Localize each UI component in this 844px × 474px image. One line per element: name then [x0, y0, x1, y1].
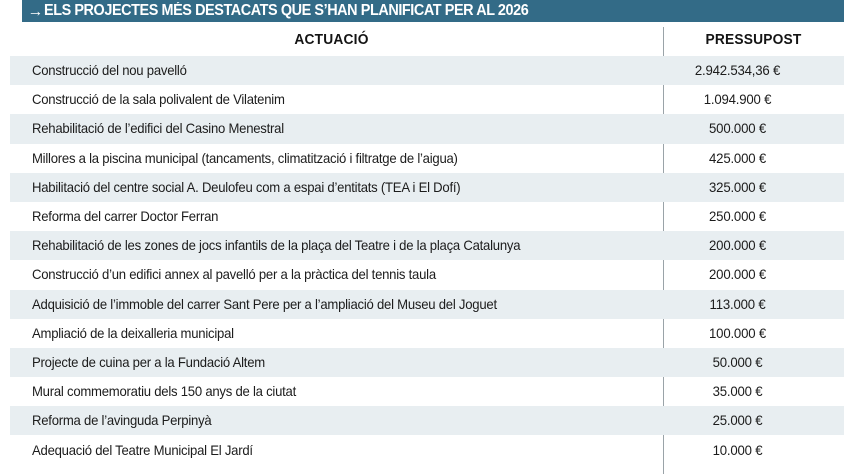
- cell-actuacio: Reforma de l’avinguda Perpinyà: [32, 413, 212, 429]
- cell-pressupost: 10.000 €: [712, 442, 763, 458]
- cell-actuacio: Construcció d’un edifici annex al pavelló per a la pràctica del tennis taula: [32, 267, 436, 283]
- cell-actuacio: Construcció de la sala polivalent de Vilatenim: [32, 92, 285, 108]
- cell-pressupost: 2.942.534,36 €: [694, 63, 781, 79]
- cell-actuacio: Reforma del carrer Doctor Ferran: [32, 209, 219, 225]
- table-row: [0, 231, 844, 260]
- table-row: [0, 377, 844, 406]
- table-row: [0, 348, 844, 377]
- cell-pressupost: 113.000 €: [709, 296, 766, 312]
- table-row: [0, 319, 844, 348]
- table-row: [0, 56, 844, 85]
- cell-actuacio: Rehabilitació de les zones de jocs infantils de la plaça del Teatre i de la plaça Catalunya: [32, 238, 521, 254]
- cell-actuacio: Rehabilitació de l’edifici del Casino Menestral: [32, 121, 284, 137]
- cell-pressupost: 425.000 €: [709, 150, 766, 166]
- cell-pressupost: 100.000 €: [709, 325, 766, 341]
- table-row: [0, 260, 844, 289]
- cell-pressupost: 200.000 €: [709, 267, 766, 283]
- table-row: [0, 202, 844, 231]
- cell-actuacio: Mural commemoratiu dels 150 anys de la ciutat: [32, 384, 297, 400]
- cell-pressupost: 1.094.900 €: [703, 92, 772, 108]
- column-header-actuacio: ACTUACIÓ: [294, 32, 369, 48]
- table-row: [0, 173, 844, 202]
- banner: [22, 0, 844, 22]
- table-row: [0, 290, 844, 319]
- table-row: [0, 144, 844, 173]
- table-row: [0, 85, 844, 114]
- cell-actuacio: Millores a la piscina municipal (tancaments, climatització i filtratge de l’aigua): [32, 150, 458, 166]
- page-title: ELS PROJECTES MÉS DESTACATS QUE S’HAN PLANIFICAT PER AL 2026: [44, 2, 529, 20]
- table-row: [0, 435, 844, 464]
- cell-pressupost: 250.000 €: [709, 209, 766, 225]
- cell-pressupost: 25.000 €: [712, 413, 763, 429]
- column-header-pressupost: PRESSUPOST: [705, 32, 802, 48]
- cell-actuacio: Habilitació del centre social A. Deulofeu com a espai d’entitats (TEA i El Dofí): [32, 179, 461, 195]
- table-column-headers: [0, 22, 844, 56]
- table-row: [0, 406, 844, 435]
- cell-pressupost: 500.000 €: [709, 121, 766, 137]
- cell-pressupost: 35.000 €: [712, 384, 763, 400]
- table-body: [0, 56, 844, 465]
- table-row: [0, 114, 844, 143]
- arrow-right-icon: →: [27, 2, 43, 20]
- cell-actuacio: Projecte de cuina per a la Fundació Altem: [32, 354, 265, 370]
- cell-actuacio: Adquisició de l’immoble del carrer Sant Pere per a l’ampliació del Museu del Joguet: [32, 296, 497, 312]
- cell-pressupost: 200.000 €: [709, 238, 766, 254]
- cell-pressupost: 325.000 €: [709, 179, 766, 195]
- cell-actuacio: Ampliació de la deixalleria municipal: [32, 325, 234, 341]
- cell-actuacio: Adequació del Teatre Municipal El Jardí: [32, 442, 253, 458]
- cell-pressupost: 50.000 €: [712, 354, 763, 370]
- cell-actuacio: Construcció del nou pavelló: [32, 63, 187, 79]
